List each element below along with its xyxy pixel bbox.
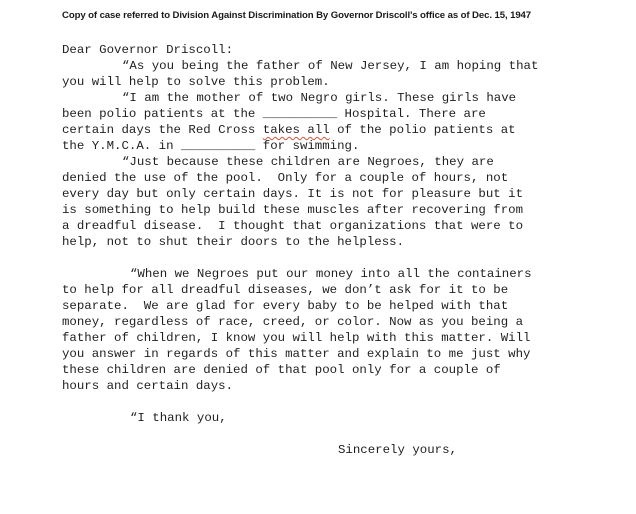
letter-body [62, 42, 632, 458]
paragraph-2-line-3-start: certain days the Red Cross [62, 123, 263, 137]
paragraph-3-line-4: is something to help build these muscles after recovering from [62, 203, 524, 217]
paragraph-1-line-1: “As you being the father of New Jersey, I am hoping that [122, 59, 539, 73]
paragraph-2-line-1: “I am the mother of two Negro girls. These girls have [122, 91, 517, 105]
paragraph-2-line-3 [62, 122, 632, 138]
paragraph-3-line-2: denied the use of the pool. Only for a couple of hours, not [62, 171, 509, 185]
paragraph-spacer [62, 250, 632, 266]
paragraph-2-line-2: been polio patients at the __________ Hospital. There are [62, 107, 486, 121]
paragraph-4-line-5: father of children, I know you will help with this matter. Will [62, 331, 531, 345]
paragraph-4-line-1: “When we Negroes put our money into all the containers [130, 267, 532, 281]
paragraph-3-line-1: “Just because these children are Negroes, they are [122, 155, 494, 169]
thanks-line: “I thank you, [130, 411, 227, 425]
paragraph-3-line-6: help, not to shut their doors to the helpless. [62, 235, 405, 249]
closing-line: Sincerely yours, [338, 443, 457, 457]
salutation: Dear Governor Driscoll: [62, 43, 234, 57]
paragraph-spacer [62, 426, 632, 442]
paragraph-4-line-7: these children are denied of that pool only for a couple of [62, 363, 501, 377]
paragraph-4-line-4: money, regardless of race, creed, or color. Now as you being a [62, 315, 524, 329]
paragraph-spacer [62, 394, 632, 410]
paragraph-4-line-2: to help for all dreadful diseases, we don’t ask for it to be [62, 283, 509, 297]
paragraph-1-line-2: you will help to solve this problem. [62, 75, 330, 89]
paragraph-3-line-5: a dreadful disease. I thought that organizations that were to [62, 219, 524, 233]
paragraph-4-line-3: separate. We are glad for every baby to be helped with that [62, 299, 509, 313]
paragraph-2-line-3-end: of the polio patients at [329, 123, 516, 137]
document-caption: Copy of case referred to Division Against Discrimination By Governor Driscoll's office as of Dec. 15, 1947 [62, 10, 532, 21]
paragraph-4-line-6: you answer in regards of this matter and explain to me just why [62, 347, 531, 361]
spellcheck-flagged-text[interactable]: takes all [262, 123, 330, 137]
paragraph-4-line-8: hours and certain days. [62, 379, 234, 393]
paragraph-2-line-4: the Y.M.C.A. in __________ for swimming. [62, 139, 360, 153]
paragraph-3-line-3: every day but only certain days. It is not for pleasure but it [62, 187, 524, 201]
